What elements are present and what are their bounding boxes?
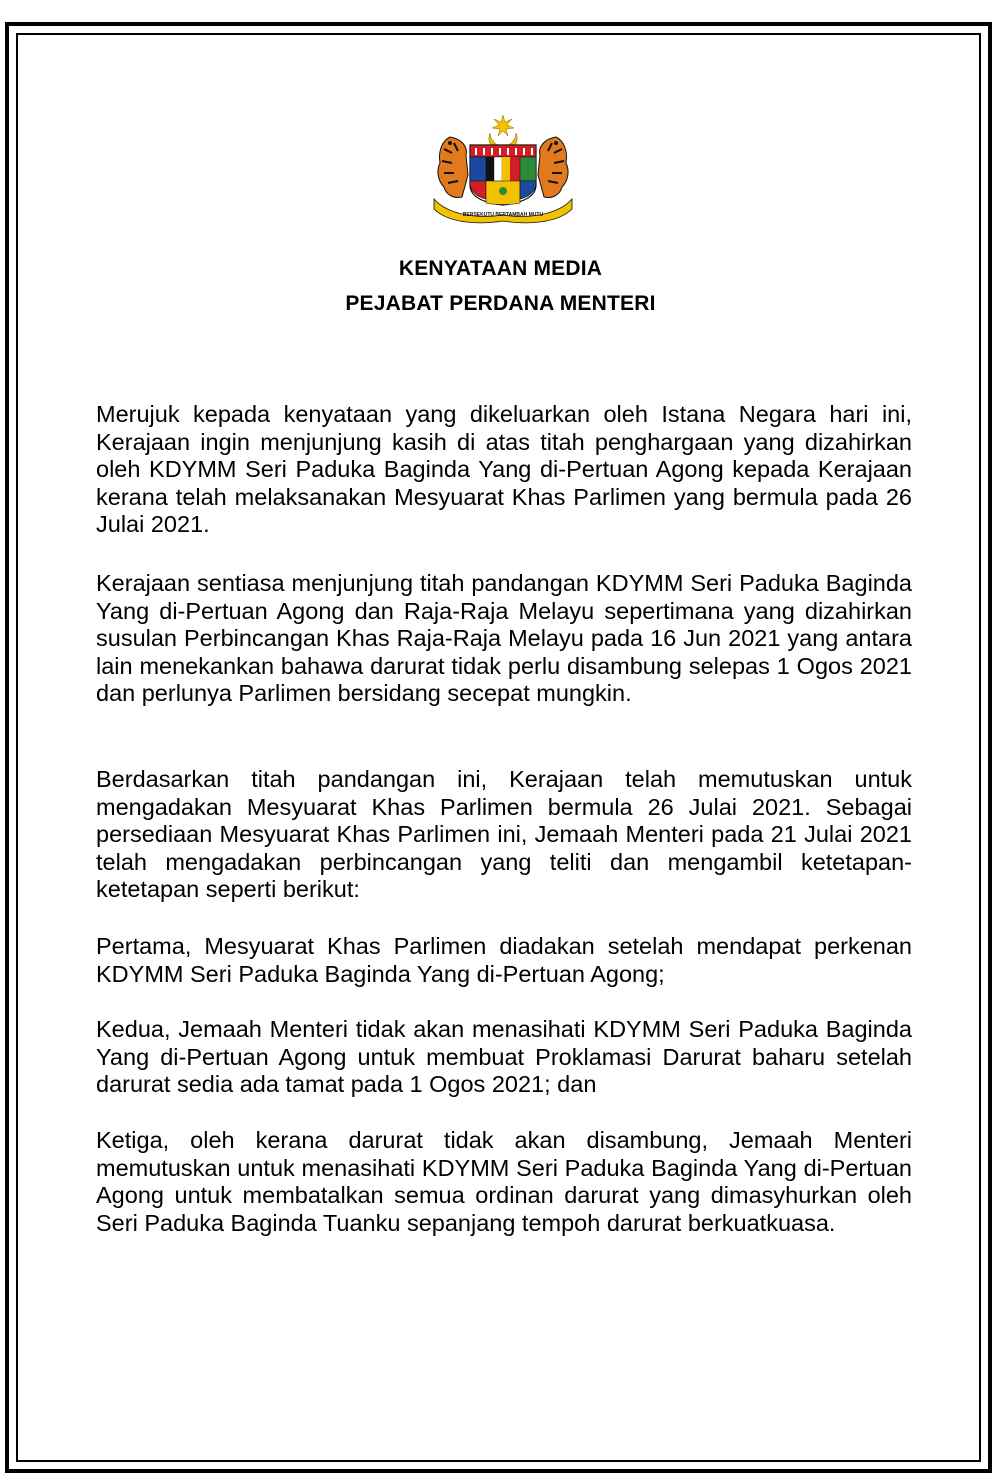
page-border-inner <box>16 33 981 1462</box>
paragraph-4-pertama: Pertama, Mesyuarat Khas Parlimen diadakan setelah mendapat perkenan KDYMM Seri Paduka Baginda Yang di-Pertuan Agong; <box>96 933 912 987</box>
paragraph-1: Merujuk kepada kenyataan yang dikeluarkan oleh Istana Negara hari ini, Kerajaan ingin menjunjung kasih di atas titah penghargaan yang dizahirkan oleh KDYMM Seri Paduka Baginda Yang di-Pertuan Agong kepada Kerajaan kerana telah melaksanakan Mesyuarat Khas Parlimen yang bermula pada 26 Julai 2021. <box>96 401 912 537</box>
paragraph-2: Kerajaan sentiasa menjunjung titah pandangan KDYMM Seri Paduka Baginda Yang di-Pertuan Agong dan Raja-Raja Melayu sepertimana yang dizahirkan susulan Perbincangan Khas Raja-Raja Melayu pada 16 Jun 2021 yang antara lain menekankan bahawa darurat tidak perlu disambung selepas 1 Ogos 2021 dan perlunya Parlimen bersidang secepat mungkin. <box>96 570 912 706</box>
heading-line-1: KENYATAAN MEDIA <box>398 257 603 280</box>
crest-motto: BERSEKUTU BERTAMBAH MUTU <box>462 212 544 218</box>
paragraph-6-ketiga: Ketiga, oleh kerana darurat tidak akan disambung, Jemaah Menteri memutuskan untuk menasihati KDYMM Seri Paduka Baginda Yang di-Pertuan Agong untuk membatalkan semua ordinan darurat yang dimasyhurkan oleh Seri Paduka Baginda Tuanku sepanjang tempoh darurat berkuatkuasa. <box>96 1127 912 1236</box>
heading-line-2: PEJABAT PERDANA MENTERI <box>345 292 656 315</box>
paragraph-3: Berdasarkan titah pandangan ini, Kerajaan telah memutuskan untuk mengadakan Mesyuarat Khas Parlimen bermula 26 Julai 2021. Sebagai persediaan Mesyuarat Khas Parlimen ini, Jemaah Menteri pada 21 Julai 2021 telah mengadakan perbincangan yang teliti dan mengambil ketetapan-ketetapan seperti berikut: <box>96 766 912 902</box>
coat-of-arms-emblem <box>428 115 578 225</box>
paragraph-5-kedua: Kedua, Jemaah Menteri tidak akan menasihati KDYMM Seri Paduka Baginda Yang di-Pertuan Agong untuk membuat Proklamasi Darurat baharu setelah darurat sedia ada tamat pada 1 Ogos 2021; dan <box>96 1016 912 1097</box>
